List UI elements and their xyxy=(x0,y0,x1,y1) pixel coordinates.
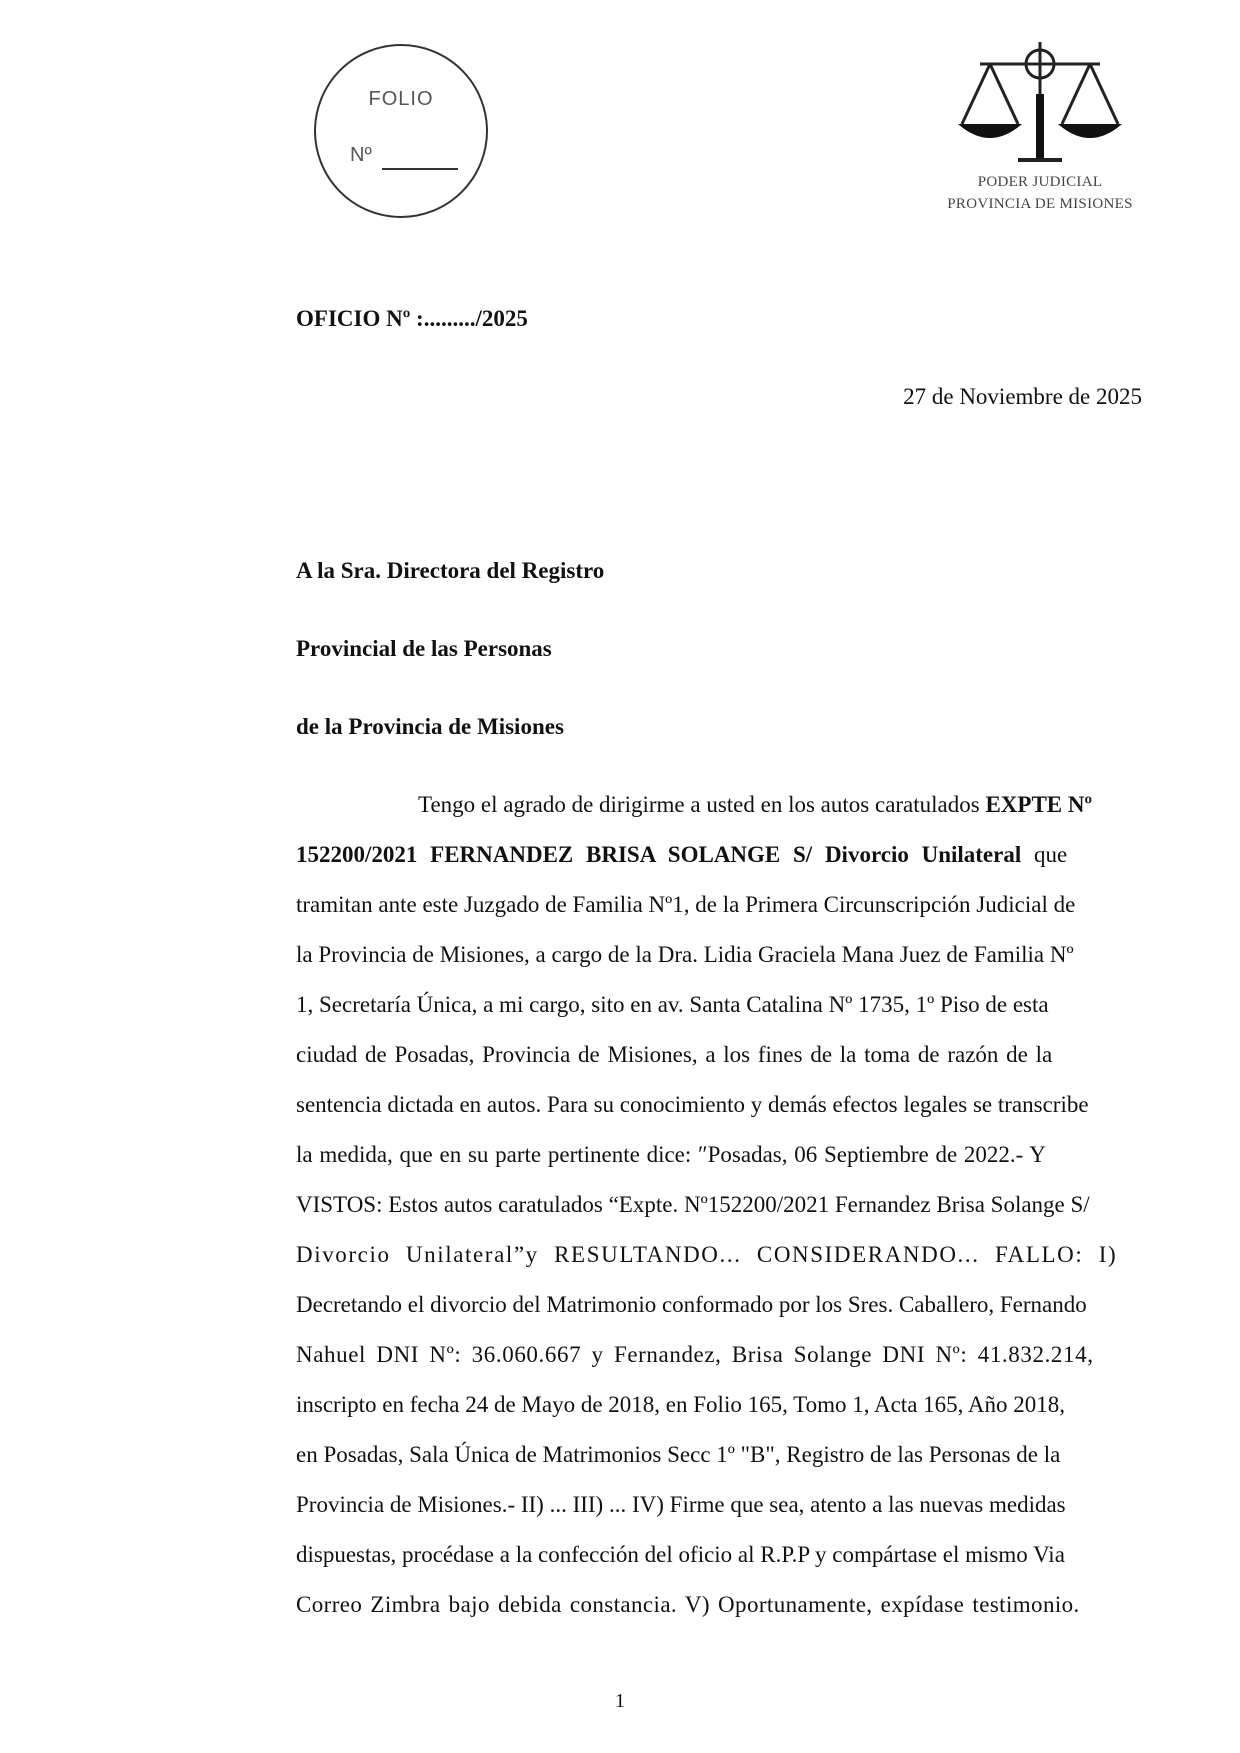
body-line-6: ciudad de Posadas, Provincia de Misiones, a los fines de la toma de razón de la xyxy=(296,1042,1053,1067)
body-line-14: en Posadas, Sala Única de Matrimonios Secc 1º "B", Registro de las Personas de la xyxy=(296,1442,1061,1467)
body-line-2-text: que xyxy=(1021,842,1068,867)
body-line-2 xyxy=(296,842,1067,868)
emblem-line-1: PODER JUDICIAL xyxy=(977,174,1103,190)
scales-of-justice-icon xyxy=(940,34,1140,174)
addressee-line-3: de la Provincia de Misiones xyxy=(296,714,564,739)
body-line-1 xyxy=(418,792,1092,818)
body-line-13: inscripto en fecha 24 de Mayo de 2018, en Folio 165, Tomo 1, Acta 165, Año 2018, xyxy=(296,1392,1065,1417)
folio-stamp xyxy=(314,44,488,218)
body-line-3: tramitan ante este Juzgado de Familia Nº1, de la Primera Circunscripción Judicial de xyxy=(296,892,1076,917)
body-line-1-bold: EXPTE Nº xyxy=(985,792,1093,817)
page-number: 1 xyxy=(615,1690,625,1712)
folio-label: FOLIO xyxy=(368,88,434,110)
body-line-12: Nahuel DNI Nº: 36.060.667 y Fernandez, Brisa Solange DNI Nº: 41.832.214, xyxy=(296,1342,1094,1367)
body-line-16: dispuestas, procédase a la confección del oficio al R.P.P y compártase el mismo Via xyxy=(296,1542,1065,1567)
body-line-11: Decretando el divorcio del Matrimonio conformado por los Sres. Caballero, Fernando xyxy=(296,1292,1087,1317)
body-line-4: la Provincia de Misiones, a cargo de la Dra. Lidia Graciela Mana Juez de Familia Nº xyxy=(296,942,1074,967)
oficio-number: OFICIO Nº :........./2025 xyxy=(296,306,528,331)
body-line-5: 1, Secretaría Única, a mi cargo, sito en av. Santa Catalina Nº 1735, 1º Piso de esta xyxy=(296,992,1049,1017)
folio-number-label: Nº xyxy=(350,144,372,166)
emblem-line-2: PROVINCIA DE MISIONES xyxy=(947,196,1133,212)
body-line-2-bold: 152200/2021 FERNANDEZ BRISA SOLANGE S/ Divorcio Unilateral xyxy=(296,842,1022,867)
body-line-9: VISTOS: Estos autos caratulados “Expte. Nº152200/2021 Fernandez Brisa Solange S/ xyxy=(296,1192,1090,1217)
body-line-17: Correo Zimbra bajo debida constancia. V) Oportunamente, expídase testimonio. xyxy=(296,1592,1080,1617)
body-line-8: la medida, que en su parte pertinente dice: ″Posadas, 06 Septiembre de 2022.- Y xyxy=(296,1142,1046,1167)
judicial-emblem xyxy=(940,34,1140,224)
folio-number-blank xyxy=(382,168,458,170)
body-line-1-text: Tengo el agrado de dirigirme a usted en los autos caratulados xyxy=(418,792,986,817)
body-line-15: Provincia de Misiones.- II) ... III) ... IV) Firme que sea, atento a las nuevas medidas xyxy=(296,1492,1066,1517)
body-line-7: sentencia dictada en autos. Para su conocimiento y demás efectos legales se transcribe xyxy=(296,1092,1089,1117)
addressee-line-2: Provincial de las Personas xyxy=(296,636,552,661)
addressee-line-1: A la Sra. Directora del Registro xyxy=(296,558,605,583)
document-date: 27 de Noviembre de 2025 xyxy=(903,384,1142,409)
body-line-10: Divorcio Unilateral”y RESULTANDO... CONSIDERANDO... FALLO: I) xyxy=(296,1242,1118,1267)
